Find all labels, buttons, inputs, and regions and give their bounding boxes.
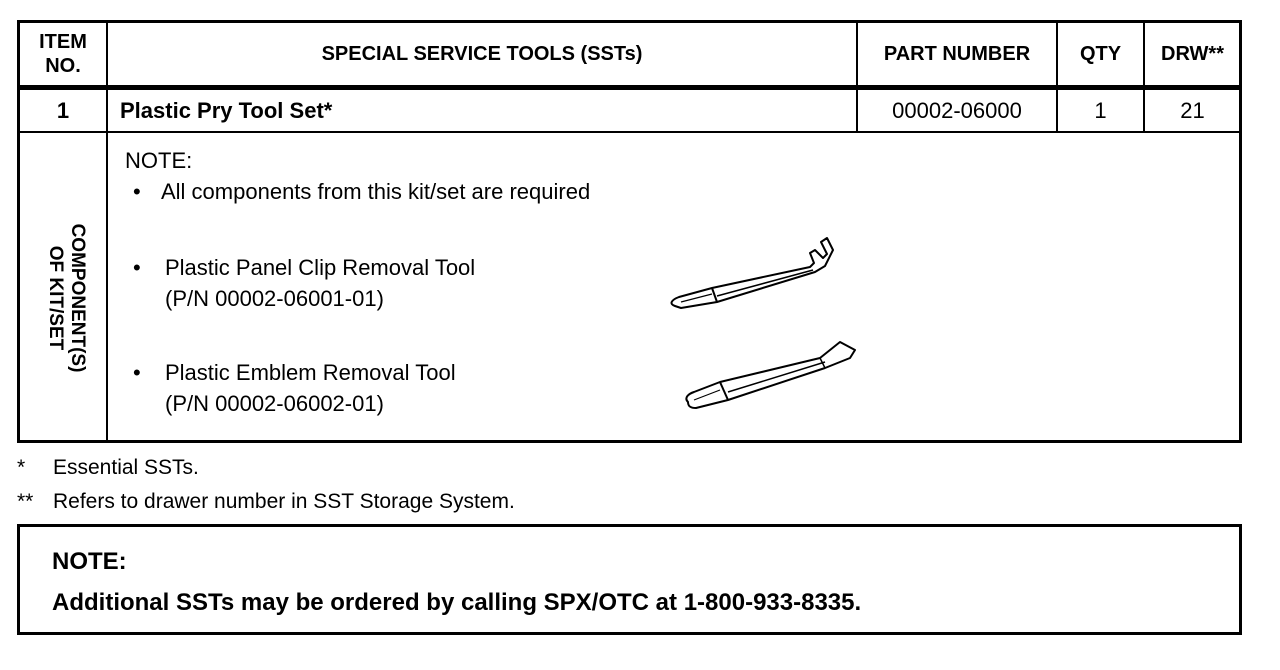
- note-box-title: NOTE:: [52, 548, 127, 575]
- header-qty: QTY: [1079, 43, 1122, 65]
- footnote-text: Refers to drawer number in SST Storage System.: [53, 490, 515, 513]
- note-label: NOTE:: [125, 148, 193, 173]
- components-label-line1: COMPONENT(S): [67, 223, 88, 373]
- sst-table: [17, 20, 1242, 443]
- component-part: (P/N 00002-06001-01): [165, 286, 384, 311]
- components-label: [26, 213, 106, 383]
- footnote-mark: **: [17, 490, 34, 513]
- footnote-text: Essential SSTs.: [53, 456, 199, 479]
- components-label-line2: OF KIT/SET: [45, 245, 66, 351]
- component-part: (P/N 00002-06002-01): [165, 391, 384, 416]
- component-name: Plastic Emblem Removal Tool: [165, 360, 456, 385]
- row-divider: [20, 131, 1240, 133]
- footnote-mark: *: [17, 456, 26, 479]
- emblem-removal-tool-icon: [680, 338, 860, 418]
- note-box-text: Additional SSTs may be ordered by calling SPX/OTC at 1-800-933-8335.: [52, 589, 862, 616]
- component-name: Plastic Panel Clip Removal Tool: [165, 255, 476, 280]
- footnote-essential: [17, 456, 199, 480]
- row-part-number: 00002-06000: [892, 97, 1022, 123]
- header-item-line1: ITEM: [39, 31, 87, 53]
- header-item-no: [20, 23, 106, 85]
- row-item-no: 1: [56, 97, 70, 123]
- footnote-drawer: [17, 490, 515, 514]
- component-bullet: •: [133, 255, 141, 280]
- note-box: [17, 524, 1242, 635]
- panel-clip-tool-icon: [665, 228, 835, 318]
- header-part-number: PART NUMBER: [883, 43, 1031, 65]
- row-tool-name: Plastic Pry Tool Set*: [120, 97, 333, 123]
- note-text: All components from this kit/set are required: [161, 179, 591, 204]
- header-drw: DRW**: [1161, 43, 1224, 65]
- row-drw: 21: [1180, 97, 1205, 123]
- header-tools: SPECIAL SERVICE TOOLS (SSTs): [321, 43, 643, 65]
- header-item-line2: NO.: [45, 55, 81, 77]
- note-bullet: •: [133, 179, 141, 204]
- row-qty: 1: [1094, 97, 1107, 123]
- component-bullet: •: [133, 360, 141, 385]
